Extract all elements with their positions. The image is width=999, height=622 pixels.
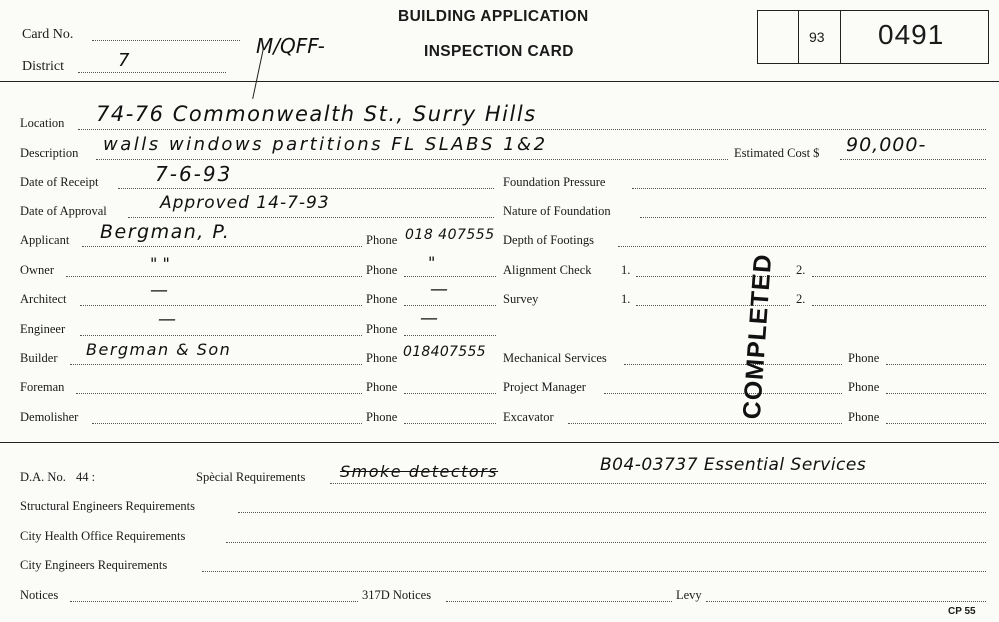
nature-foundation-label: Nature of Foundation: [503, 204, 611, 218]
requirements-divider: [0, 442, 999, 443]
nature-foundation-field: [640, 217, 986, 218]
estimated-cost-label: Estimated Cost $: [734, 146, 820, 160]
city-engineers-field: [202, 571, 986, 572]
project-manager-phone-field: [886, 393, 986, 394]
applicant-field: [82, 246, 362, 247]
survey-num-1: 1.: [621, 292, 631, 306]
city-health-label: City Health Office Requirements: [20, 529, 186, 543]
special-requirements-value-2: B04-03737 Essential Services: [600, 455, 867, 475]
district-field: [78, 72, 226, 73]
demolisher-phone-field: [404, 423, 496, 424]
district-label: District: [22, 59, 64, 74]
mechanical-label: Mechanical Services: [503, 351, 607, 365]
foreman-phone-label: Phone: [366, 380, 398, 394]
foreman-field: [76, 393, 362, 394]
notices-317d-label: 317D Notices: [362, 588, 432, 602]
engineer-phone-label: Phone: [366, 322, 398, 336]
special-requirements-field: [330, 483, 986, 484]
description-value: walls windows partitions FL SLABS 1&2: [103, 134, 548, 155]
owner-value: " ": [150, 254, 170, 273]
builder-field: [70, 364, 362, 365]
date-approval-field: [128, 217, 494, 218]
header-divider: [0, 81, 999, 82]
date-receipt-field: [118, 188, 494, 189]
survey-field-2: [812, 305, 986, 306]
levy-field: [706, 601, 986, 602]
special-requirements-label: Spècial Requirements: [196, 470, 306, 484]
engineer-field: [80, 335, 362, 336]
depth-footings-field: [618, 246, 986, 247]
description-field: [96, 159, 728, 160]
survey-label: Survey: [503, 292, 539, 306]
da-no-label: D.A. No.: [20, 470, 66, 484]
city-engineers-label: City Engineers Requirements: [20, 558, 168, 572]
district-value: 7: [118, 50, 130, 71]
architect-phone-field: [404, 305, 496, 306]
architect-phone-label: Phone: [366, 292, 398, 306]
excavator-phone-field: [886, 423, 986, 424]
demolisher-field: [92, 423, 362, 424]
footer-code: CP 55: [948, 606, 976, 617]
excavator-phone-label: Phone: [848, 410, 880, 424]
demolisher-phone-label: Phone: [366, 410, 398, 424]
levy-label: Levy: [676, 588, 702, 602]
date-receipt-value: 7-6-93: [155, 162, 233, 186]
demolisher-label: Demolisher: [20, 410, 79, 424]
card-no-label: Card No.: [22, 27, 74, 42]
foreman-label: Foreman: [20, 380, 65, 394]
notices-field: [70, 601, 358, 602]
box-divider-2: [840, 11, 841, 63]
owner-label: Owner: [20, 263, 55, 277]
engineer-phone-field: [404, 335, 496, 336]
box-divider-1: [798, 11, 799, 63]
estimated-cost-field: [840, 159, 986, 160]
depth-footings-label: Depth of Footings: [503, 233, 594, 247]
card-year: 93: [809, 29, 825, 45]
architect-label: Architect: [20, 292, 67, 306]
owner-phone-field: [404, 276, 496, 277]
description-label: Description: [20, 146, 79, 160]
engineer-value: —: [158, 309, 176, 330]
excavator-label: Excavator: [503, 410, 554, 424]
special-requirements-value: Smoke detectors: [340, 462, 499, 481]
date-approval-value: Approved 14-7-93: [160, 193, 330, 213]
notices-label: Notices: [20, 588, 59, 602]
foundation-pressure-field: [632, 188, 986, 189]
structural-field: [238, 512, 986, 513]
mechanical-phone-field: [886, 364, 986, 365]
mechanical-field: [624, 364, 842, 365]
applicant-phone: 018 407555: [405, 227, 495, 243]
project-manager-field: [604, 393, 842, 394]
structural-label: Structural Engineers Requirements: [20, 499, 195, 513]
da-no-value: 44 :: [76, 470, 96, 484]
card-number-box: [757, 10, 989, 64]
builder-phone-label: Phone: [366, 351, 398, 365]
excavator-field: [568, 423, 842, 424]
date-receipt-label: Date of Receipt: [20, 175, 99, 189]
alignment-num-1: 1.: [621, 263, 631, 277]
title-line-2: INSPECTION CARD: [424, 43, 574, 60]
applicant-value: Bergman, P.: [100, 221, 231, 243]
notices-317d-field: [446, 601, 672, 602]
card-number: 0491: [878, 19, 945, 50]
builder-phone: 018407555: [403, 344, 486, 360]
location-value: 74-76 Commonwealth St., Surry Hills: [96, 102, 537, 126]
applicant-label: Applicant: [20, 233, 70, 247]
project-manager-label: Project Manager: [503, 380, 586, 394]
estimated-cost-value: 90,000-: [846, 134, 927, 156]
foreman-phone-field: [404, 393, 496, 394]
project-manager-phone-label: Phone: [848, 380, 880, 394]
alignment-num-2: 2.: [796, 263, 806, 277]
builder-label: Builder: [20, 351, 58, 365]
title-line-1: BUILDING APPLICATION: [398, 8, 589, 25]
owner-phone: ": [428, 253, 436, 272]
header-scribble: M/QFF-: [256, 34, 325, 58]
engineer-phone: —: [420, 308, 438, 329]
architect-field: [80, 305, 362, 306]
engineer-label: Engineer: [20, 322, 66, 336]
builder-value: Bergman & Son: [86, 340, 232, 359]
city-health-field: [226, 542, 986, 543]
architect-value: —: [150, 280, 168, 301]
card-no-field: [92, 40, 240, 41]
owner-phone-label: Phone: [366, 263, 398, 277]
location-label: Location: [20, 116, 65, 130]
alignment-field-2: [812, 276, 986, 277]
foundation-pressure-label: Foundation Pressure: [503, 175, 606, 189]
survey-num-2: 2.: [796, 292, 806, 306]
mechanical-phone-label: Phone: [848, 351, 880, 365]
applicant-phone-label: Phone: [366, 233, 398, 247]
owner-field: [66, 276, 362, 277]
date-approval-label: Date of Approval: [20, 204, 107, 218]
architect-phone: —: [430, 279, 448, 300]
location-field: [78, 129, 986, 130]
alignment-check-label: Alignment Check: [503, 263, 592, 277]
completed-stamp: COMPLETED: [737, 252, 778, 421]
